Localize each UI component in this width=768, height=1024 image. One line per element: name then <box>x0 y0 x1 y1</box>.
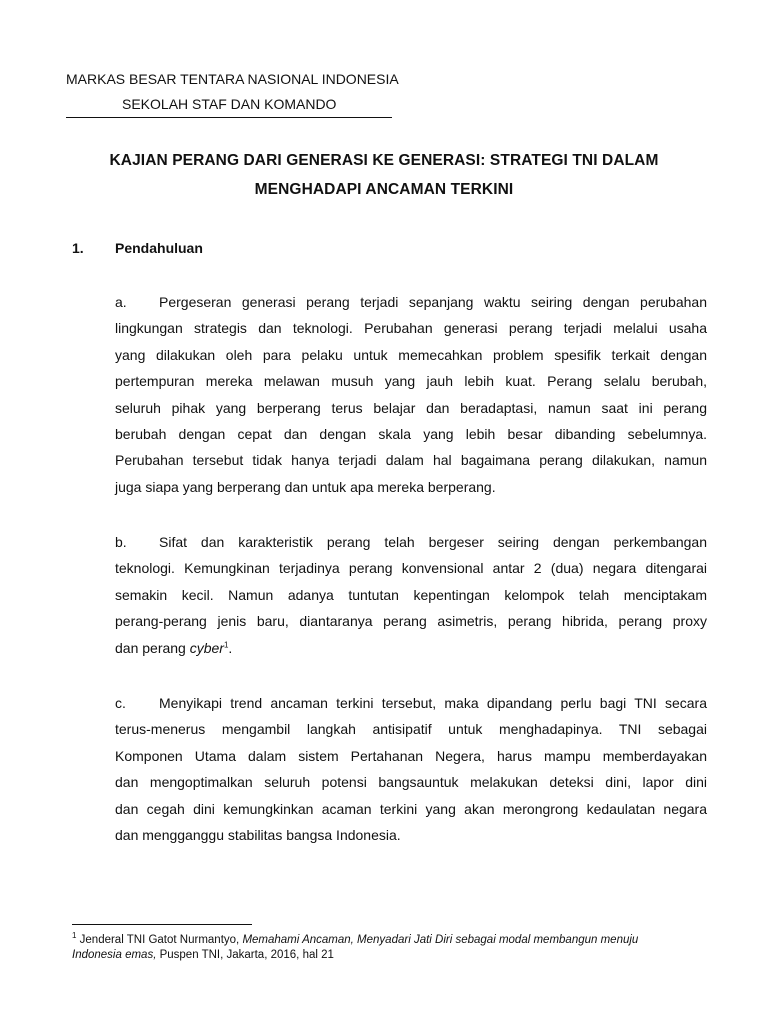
footnote-number: 1 <box>72 931 77 941</box>
paragraph-line: b. Sifat dan karakteristik perang telah bergeser seiring dengan perkembangan <box>115 529 707 555</box>
footnote-book-title: Memahami Ancaman, Menyadari Jati Diri sebagai modal membangun menuju <box>242 934 639 946</box>
paragraph-line: terus-menerus mengambil langkah antisipatif untuk menghadapinya. TNI sebagai <box>115 721 707 738</box>
paragraph-line: seluruh pihak yang berperang terus belajar dan beradaptasi, namun saat ini perang <box>115 399 707 416</box>
paragraph-letter: b. <box>115 534 127 550</box>
footnote-separator <box>72 924 252 925</box>
footnote-book-title-cont: Indonesia emas, <box>72 949 157 961</box>
paragraph-line: teknologi. Kemungkinan terjadinya perang konvensional antar 2 (dua) negara ditengarai <box>115 560 707 577</box>
paragraph-line: lingkungan strategis dan teknologi. Perubahan generasi perang terjadi melalui usaha <box>115 320 707 337</box>
document-title-line2: MENGHADAPI ANCAMAN TERKINI <box>254 181 514 198</box>
paragraph-line: Perubahan tersebut tidak hanya terjadi dalam hal bagaimana perang dilakukan, namun <box>115 452 707 469</box>
school-name: SEKOLAH STAF DAN KOMANDO <box>122 96 337 112</box>
paragraph-letter: c. <box>115 695 126 711</box>
paragraph-line: juga siapa yang berperang dan untuk apa mereka berperang. <box>115 478 496 495</box>
paragraph-a <box>115 289 707 500</box>
paragraph-line: pertempuran mereka melawan musuh yang jauh lebih kuat. Perang selalu berubah, <box>115 373 707 390</box>
paragraph-line: dan perang cyber$^1$. <box>115 639 233 656</box>
paragraph-line: semakin kecil. Namun adanya tuntutan kepentingan kelompok telah menciptakam <box>115 586 707 603</box>
italic-term: cyber <box>189 639 224 656</box>
paragraph-line: dan cegah dini kemungkinkan acaman terkini yang akan merongrong kedaulatan negara <box>115 800 707 817</box>
document-title-line1: KAJIAN PERANG DARI GENERASI KE GENERASI: STRATEGI TNI DALAM <box>109 152 659 169</box>
header-underline <box>66 117 392 118</box>
paragraph-c <box>115 690 707 848</box>
paragraph-b <box>115 529 707 661</box>
paragraph-line: perang-perang jenis baru, diantaranya perang asimetris, perang hibrida, perang proxy <box>115 613 707 630</box>
section-title: Pendahuluan <box>115 240 203 256</box>
paragraph-line: Komponen Utama dalam sistem Pertahanan Negera, harus mampu memberdayakan <box>115 747 707 764</box>
paragraph-line: dan mengoptimalkan seluruh potensi bangsauntuk melakukan deteksi dini, lapor dini <box>115 774 707 791</box>
institution-name: MARKAS BESAR TENTARA NASIONAL INDONESIA <box>66 71 399 87</box>
paragraph-line: berubah dengan cepat dan dengan skala yang lebih besar dibanding sebelumnya. <box>115 426 707 443</box>
footnote-reference[interactable]: 1 <box>223 639 229 649</box>
section-number: 1. <box>72 240 84 256</box>
paragraph-line: yang dilakukan oleh para pelaku untuk memecahkan problem spesifik terkait dengan <box>115 346 707 363</box>
paragraph-line: dan mengganggu stabilitas bangsa Indonesia. <box>115 827 401 844</box>
footnote: $^1$ Jenderal TNI Gatot Nurmantyo, Memahami Ancaman, Menyadari Jati Diri sebagai modal membangun menuju Indonesia emas, Puspen TNI, Jakarta, 2016, hal 21 <box>72 931 639 961</box>
paragraph-line: c. Menyikapi trend ancaman terkini tersebut, maka dipandang perlu bagi TNI secara <box>115 690 707 716</box>
paragraph-letter: a. <box>115 294 127 310</box>
paragraph-line: a. Pergeseran generasi perang terjadi sepanjang waktu seiring dengan perubahan <box>115 289 707 315</box>
